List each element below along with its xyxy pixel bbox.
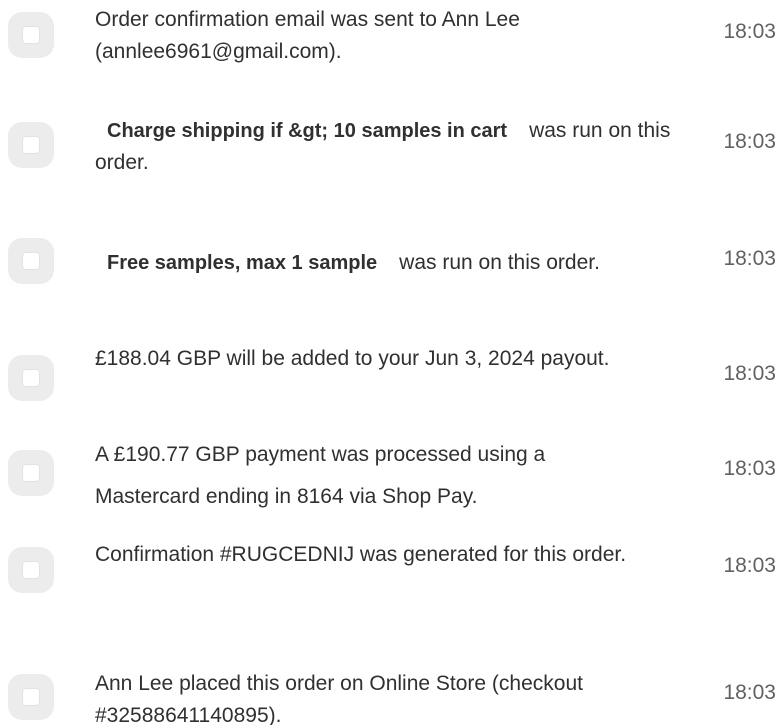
event-time: 18:03 <box>723 457 776 480</box>
event-message: £188.04 GBP will be added to your Jun 3, 2024 payout. <box>95 347 610 370</box>
event-time: 18:03 <box>723 247 776 270</box>
event-message: Order confirmation email was sent to Ann Lee (annlee6961@gmail.com). <box>95 8 520 63</box>
event-bullet-icon <box>8 122 54 168</box>
event-message: Confirmation #RUGCEDNIJ was generated for this order. <box>95 543 627 566</box>
event-bullet-icon <box>8 674 54 720</box>
event-bullet-icon <box>8 355 54 401</box>
automation-name-link[interactable]: Free samples, max 1 sample <box>107 252 378 274</box>
event-message-text: was run on this order. <box>95 119 671 174</box>
event-bullet-icon <box>8 12 54 58</box>
event-message: Ann Lee placed this order on Online Store (checkout #32588641140895). <box>95 672 583 725</box>
event-message-text: was run on this order. <box>399 251 600 274</box>
event-message <box>95 115 690 179</box>
event-bullet-icon <box>8 450 54 496</box>
event-time: 18:03 <box>723 554 776 577</box>
event-bullet-icon <box>8 238 54 284</box>
automation-name-link[interactable]: Charge shipping if &gt; 10 samples in cart <box>107 120 508 142</box>
event-time: 18:03 <box>723 681 776 704</box>
event-time: 18:03 <box>723 362 776 385</box>
event-message: A £190.77 GBP payment was processed using a Mastercard ending in 8164 via Shop Pay. <box>95 443 546 508</box>
event-message <box>95 247 690 279</box>
event-time: 18:03 <box>723 20 776 43</box>
event-bullet-icon <box>8 547 54 593</box>
event-time: 18:03 <box>723 130 776 153</box>
